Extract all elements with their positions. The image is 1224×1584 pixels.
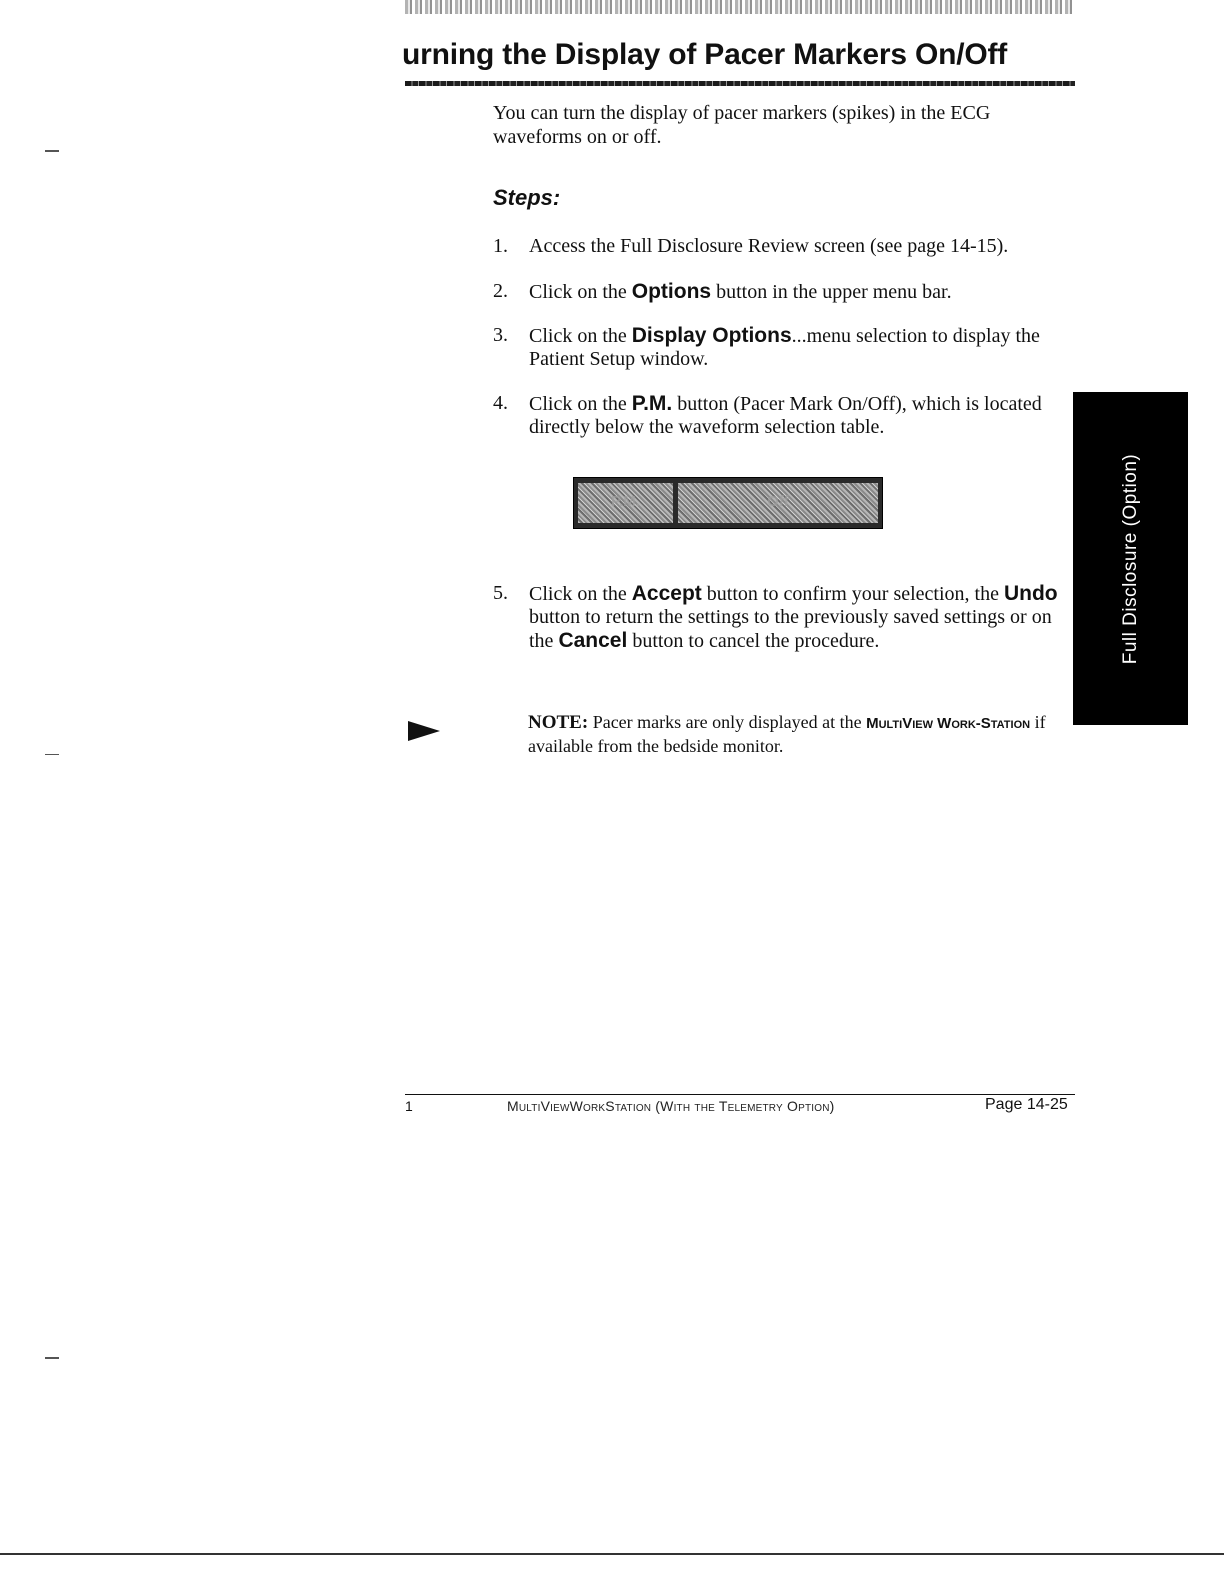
step-text-pre: Click on the <box>529 281 632 303</box>
step-text-pre: Click on the <box>529 583 632 605</box>
step-text <box>529 582 1073 653</box>
step-text-pre: Click on the <box>529 393 632 415</box>
page-title: urning the Display of Pacer Markers On/Off <box>402 38 1008 71</box>
step-number: 5. <box>493 582 508 604</box>
pm-state-display <box>678 483 878 523</box>
step-text-post: ...menu selection to display the Patient Setup window. <box>529 325 1040 370</box>
step-text: Access the Full Disclosure Review screen (see page 14-15). <box>529 235 1009 257</box>
step-text-pre: Click on the <box>529 325 632 347</box>
pacer-mark-toggle-image <box>573 477 883 529</box>
pm-button-label: P.M. <box>611 493 640 510</box>
footer-left-mark: 1 <box>405 1098 413 1114</box>
step-2 <box>493 280 1073 304</box>
page-number: Page 14-25 <box>985 1096 1068 1113</box>
step-text <box>529 280 1073 304</box>
undo-button-label: Undo <box>1003 582 1058 605</box>
footer-rule <box>405 1094 1075 1095</box>
display-options-label: Display Options <box>631 324 792 347</box>
accept-button-label: Accept <box>631 582 702 605</box>
step-text-mid: button to return the settings to the previously saved settings or on the <box>529 606 1052 652</box>
footer-product-title: MultiViewWorkStation (With the Telemetry Option) <box>507 1098 835 1114</box>
pm-state-label: Off <box>767 493 789 510</box>
options-button-label: Options <box>631 280 712 303</box>
step-number: 2. <box>493 280 508 302</box>
step-4 <box>493 392 1073 439</box>
step-text-post: button in the upper menu bar. <box>711 281 952 303</box>
step-number: 3. <box>493 324 508 346</box>
step-text-mid: button to confirm your selection, the <box>701 583 1004 605</box>
step-3 <box>493 324 1073 371</box>
note-text: if available from the bedside monitor. <box>528 712 1046 756</box>
step-5 <box>493 582 1073 653</box>
note-paragraph <box>528 711 1063 757</box>
step-number: 1. <box>493 235 508 257</box>
note-label: NOTE: <box>528 712 589 733</box>
step-text-post: button (Pacer Mark On/Off), which is located directly below the waveform selection table. <box>529 393 1042 438</box>
step-text <box>529 392 1073 439</box>
margin-mark <box>45 1357 59 1359</box>
bottom-rule <box>0 1553 1224 1555</box>
title-rule <box>405 81 1075 86</box>
note-text: Pacer marks are only displayed at the <box>588 712 867 732</box>
product-name: MultiView Work-Station <box>866 715 1031 732</box>
section-side-tab <box>1073 392 1188 725</box>
cancel-button-label: Cancel <box>558 629 628 652</box>
intro-paragraph: You can turn the display of pacer markers (spikes) in the ECG waveforms on or off. <box>493 102 991 148</box>
scan-noise-top <box>405 0 1075 14</box>
pm-button-label: P.M. <box>631 392 673 415</box>
step-1 <box>493 235 1073 258</box>
step-text <box>529 324 1073 371</box>
step-number: 4. <box>493 392 508 414</box>
margin-mark <box>45 150 59 152</box>
side-tab-label: Full Disclosure (Option) <box>1119 453 1141 664</box>
pm-button[interactable] <box>578 483 673 523</box>
margin-mark <box>45 754 59 755</box>
note-arrow-icon <box>408 721 440 741</box>
step-text-post: button to cancel the procedure. <box>627 630 880 652</box>
steps-heading: Steps: <box>493 185 561 210</box>
